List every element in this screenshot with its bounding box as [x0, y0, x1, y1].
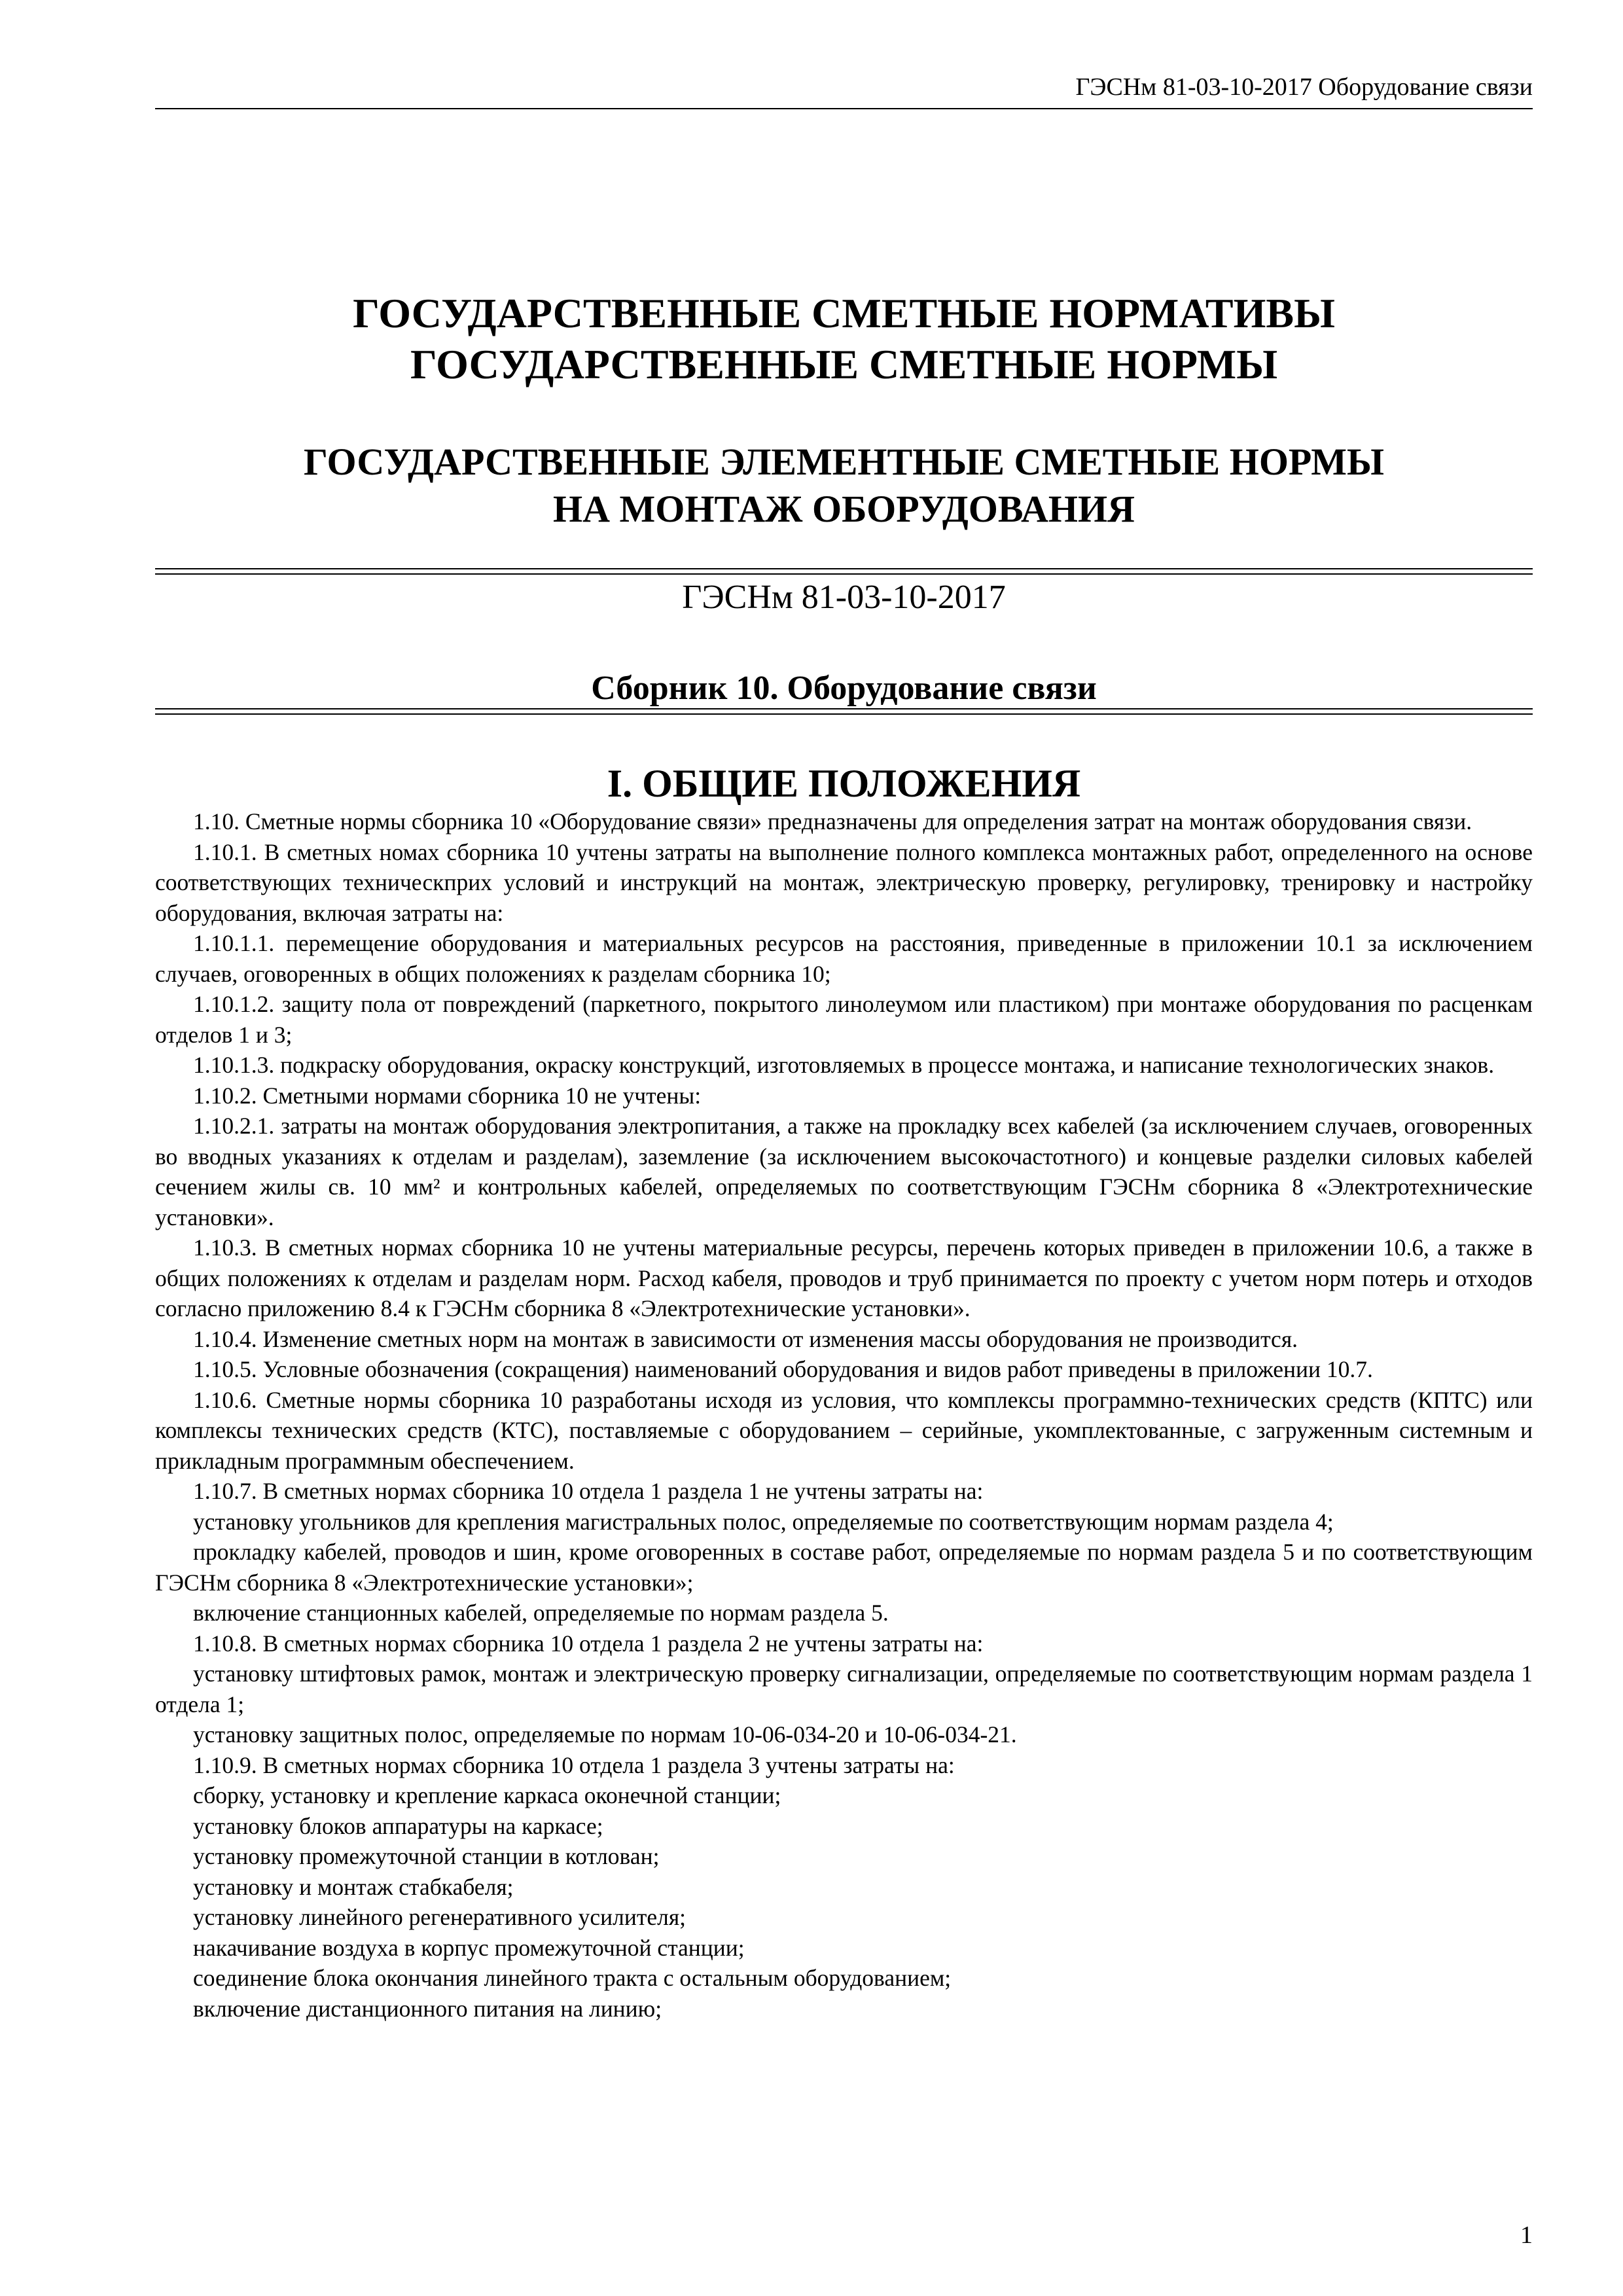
double-rule-top	[155, 568, 1533, 575]
paragraph: 1.10.2.1. затраты на монтаж оборудования электропитания, а также на прокладку всех кабелей (за исключением случаев, оговоренных во вводных указаниях к отделам и разделам), заземление (за исключением высокочастотного) и концевые разделки силовых кабелей сечением жилы св. 10 мм² и контрольных кабелей, определяемых по соответствующим ГЭСНм сборника 8 «Электротехнические установки».	[155, 1113, 1533, 1230]
paragraph: 1.10.5. Условные обозначения (сокращения) наименований оборудования и видов работ приведены в приложении 10.7.	[193, 1356, 1373, 1382]
paragraph: 1.10. Сметные нормы сборника 10 «Оборудование связи» предназначены для определения затрат на монтаж оборудования связи.	[193, 808, 1472, 834]
paragraph: установку промежуточной станции в котлован;	[193, 1843, 660, 1869]
header-rule	[155, 108, 1533, 109]
document-subtitle-line-2: НА МОНТАЖ ОБОРУДОВАНИЯ	[553, 488, 1135, 530]
section-heading: I. ОБЩИЕ ПОЛОЖЕНИЯ	[607, 762, 1081, 805]
paragraph: установку защитных полос, определяемые по нормам 10-06-034-20 и 10-06-034-21.	[193, 1721, 1017, 1748]
paragraph: сборку, установку и крепление каркаса оконечной станции;	[193, 1782, 781, 1808]
paragraph: соединение блока окончания линейного тракта с остальным оборудованием;	[193, 1965, 952, 1991]
paragraph: 1.10.1.1. перемещение оборудования и материальных ресурсов на расстояния, приведенные в приложении 10.1 за исключением случаев, оговоренных в общих положениях к разделам сборника 10;	[155, 930, 1533, 987]
collection-title: Сборник 10. Оборудование связи	[591, 670, 1097, 707]
document-subtitle-line-1: ГОСУДАРСТВЕННЫЕ ЭЛЕМЕНТНЫЕ СМЕТНЫЕ НОРМЫ	[304, 440, 1384, 483]
paragraph: включение станционных кабелей, определяемые по нормам раздела 5.	[193, 1600, 889, 1626]
paragraph: 1.10.1. В сметных номах сборника 10 учтены затраты на выполнение полного комплекса монтажных работ, определенного на основе соответствующих техническприх условий и инструкций на монтаж, электрическую проверку, регулировку, тренировку и настройку оборудования, включая затраты на:	[155, 838, 1533, 926]
paragraph: установку линейного регенеративного усилителя;	[193, 1904, 687, 1930]
double-rule-bottom	[155, 708, 1533, 715]
paragraph: 1.10.3. В сметных нормах сборника 10 не учтены материальные ресурсы, перечень которых приведен в приложении 10.6, а также в общих положениях к отделам и разделам норм. Расход кабеля, проводов и труб принимается по проекту с учетом норм потерь и отходов согласно приложению 8.4 к ГЭСНм сборника 8 «Электротехнические установки».	[155, 1234, 1533, 1321]
paragraph: включение дистанционного питания на линию;	[193, 1995, 662, 2022]
paragraph: накачивание воздуха в корпус промежуточной станции;	[193, 1934, 745, 1961]
paragraph: 1.10.9. В сметных нормах сборника 10 отдела 1 раздела 3 учтены затраты на:	[193, 1751, 955, 1778]
paragraph: установку блоков аппаратуры на каркасе;	[193, 1812, 603, 1839]
paragraph: установку штифтовых рамок, монтаж и электрическую проверку сигнализации, определяемые по соответствующим нормам раздела 1 отдела 1;	[155, 1660, 1533, 1717]
paragraph: 1.10.4. Изменение сметных норм на монтаж в зависимости от изменения массы оборудования не производится.	[193, 1325, 1298, 1352]
running-header: ГЭСНм 81-03-10-2017 Оборудование связи	[1075, 73, 1533, 101]
paragraph: 1.10.8. В сметных нормах сборника 10 отдела 1 раздела 2 не учтены затраты на:	[193, 1630, 984, 1657]
paragraph: установку и монтаж стабкабеля;	[193, 1873, 514, 1900]
page-number: 1	[1520, 2221, 1533, 2249]
paragraph: прокладку кабелей, проводов и шин, кроме оговоренных в составе работ, определяемые по нормам раздела 5 и по соответствующим ГЭСНм сборника 8 «Электротехнические установки»;	[155, 1539, 1533, 1596]
document-title-line-2: ГОСУДАРСТВЕННЫЕ СМЕТНЫЕ НОРМЫ	[410, 341, 1278, 387]
paragraph: 1.10.1.3. подкраску оборудования, окраску конструкций, изготовляемых в процессе монтажа, и написание технологических знаков.	[193, 1052, 1495, 1078]
paragraph: 1.10.1.2. защиту пола от повреждений (паркетного, покрытого линолеумом или пластиком) при монтаже оборудования по расценкам отделов 1 и 3;	[155, 991, 1533, 1048]
norm-code: ГЭСНм 81-03-10-2017	[682, 579, 1006, 616]
paragraph: установку угольников для крепления магистральных полос, определяемые по соответствующим нормам раздела 4;	[193, 1508, 1334, 1535]
body-text	[155, 806, 1533, 2024]
paragraph: 1.10.6. Сметные нормы сборника 10 разработаны исходя из условия, что комплексы программно-технических средств (КПТС) или комплексы технических средств (КТС), поставляемые с оборудованием – серийные, укомплектованные, с загруженным системным и прикладным программным обеспечением.	[155, 1386, 1533, 1474]
paragraph: 1.10.2. Сметными нормами сборника 10 не учтены:	[193, 1082, 702, 1109]
paragraph: 1.10.7. В сметных нормах сборника 10 отдела 1 раздела 1 не учтены затраты на:	[193, 1478, 984, 1504]
document-title-line-1: ГОСУДАРСТВЕННЫЕ СМЕТНЫЕ НОРМАТИВЫ	[353, 290, 1335, 336]
